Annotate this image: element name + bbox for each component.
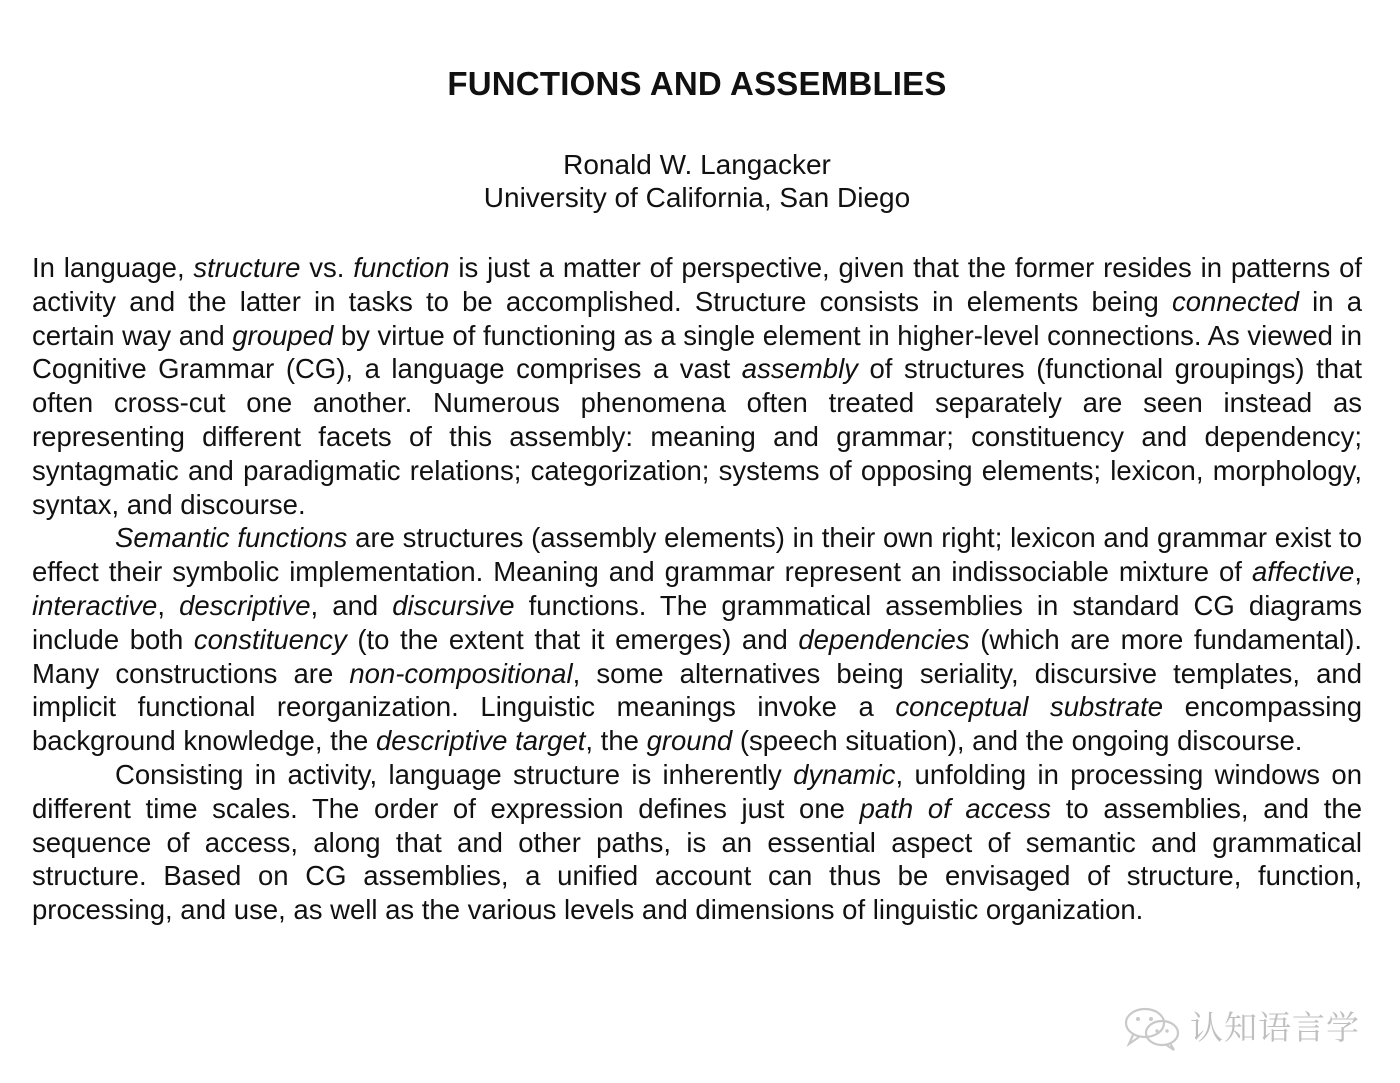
italic-term: constituency: [193, 623, 347, 655]
italic-term: grouped: [232, 319, 334, 351]
text-run: vs.: [300, 252, 354, 283]
paper-title: FUNCTIONS AND ASSEMBLIES: [447, 65, 947, 102]
text-run: are structures (assembly elements) in their own right; lexicon and grammar exist to effect their symbolic implementation. Meaning and grammar represent an indissociable mixture of: [32, 522, 1362, 588]
italic-term: ground: [646, 725, 733, 757]
text-run: In language,: [32, 252, 194, 283]
italic-term: function: [353, 252, 450, 283]
watermark-text: 认知语言学: [1190, 1008, 1360, 1047]
italic-term: structure: [193, 252, 301, 283]
author-name: Ronald W. Langacker: [563, 149, 831, 180]
italic-term: descriptive target: [376, 725, 586, 757]
text-run: , unfolding in processing windows on different time scales. The order of expression defines just one: [32, 758, 1362, 824]
italic-term: descriptive: [179, 589, 311, 621]
text-run: ,: [157, 589, 180, 621]
text-run: , some alternatives being seriality, discursive templates, and implicit functional reorganization. Linguistic meanings invoke a: [32, 657, 1363, 723]
abstract: [32, 251, 1362, 927]
text-run: (to the extent that it emerges) and: [346, 623, 799, 655]
italic-term: conceptual substrate: [895, 691, 1164, 723]
author-block: [32, 148, 1362, 214]
italic-term: assembly: [741, 353, 858, 385]
text-run: is just a matter of perspective, given that the former resides in patterns of activity and the latter in tasks to be accomplished. Structure consists in elements being: [32, 252, 1363, 317]
abstract-paragraph-2: [32, 521, 1362, 758]
italic-term: discursive: [392, 589, 515, 621]
italic-term: dependencies: [798, 623, 970, 655]
italic-term: affective: [1251, 556, 1355, 588]
text-run: functions. The grammatical assemblies in standard CG diagrams include both: [32, 589, 1362, 655]
paper-page: [32, 0, 1362, 927]
text-run: , the: [585, 725, 647, 757]
text-run: , and: [310, 589, 393, 621]
watermark: [1118, 1000, 1368, 1056]
abstract-paragraph-1: [32, 251, 1362, 521]
wechat-logo-icon: [1118, 1002, 1186, 1054]
text-run: ,: [1354, 556, 1362, 588]
text-run: Consisting in activity, language structure is inherently: [115, 758, 794, 790]
text-run: by virtue of functioning as a single element in higher-level connections. As viewed in Cognitive Grammar (CG), a language comprises a vast: [32, 319, 1363, 385]
italic-term: connected: [1172, 285, 1299, 317]
italic-term: Semantic functions: [115, 522, 348, 554]
text-run: in a certain way and: [32, 285, 1362, 351]
text-run: (which are more fundamental). Many constructions are: [32, 623, 1362, 689]
italic-term: path of access: [859, 792, 1052, 824]
italic-term: dynamic: [793, 758, 896, 790]
italic-term: non-compositional: [349, 657, 573, 689]
abstract-paragraph-3: [32, 758, 1362, 927]
italic-term: interactive: [32, 589, 158, 621]
author-affiliation: University of California, San Diego: [483, 182, 911, 213]
text-run: encompassing background knowledge, the: [32, 691, 1362, 757]
text-run: (speech situation), and the ongoing discourse.: [732, 725, 1303, 757]
text-run: to assemblies, and the sequence of access, along that and other paths, is an essential aspect of semantic and grammatical structure. Based on CG assemblies, a unified account can thus be envisaged of structure, function, processing, and use, as well as the various levels and dimensions of linguistic organization.: [32, 792, 1363, 926]
text-run: of structures (functional groupings) that often cross-cut one another. Numerous phenomena often treated separately are seen instead as representing different facets of this assembly: meaning and grammar; constituency and dependency; syntagmatic and paradigmatic relations; categorization; systems of opposing elements; lexicon, morphology, syntax, and discourse.: [32, 353, 1362, 520]
